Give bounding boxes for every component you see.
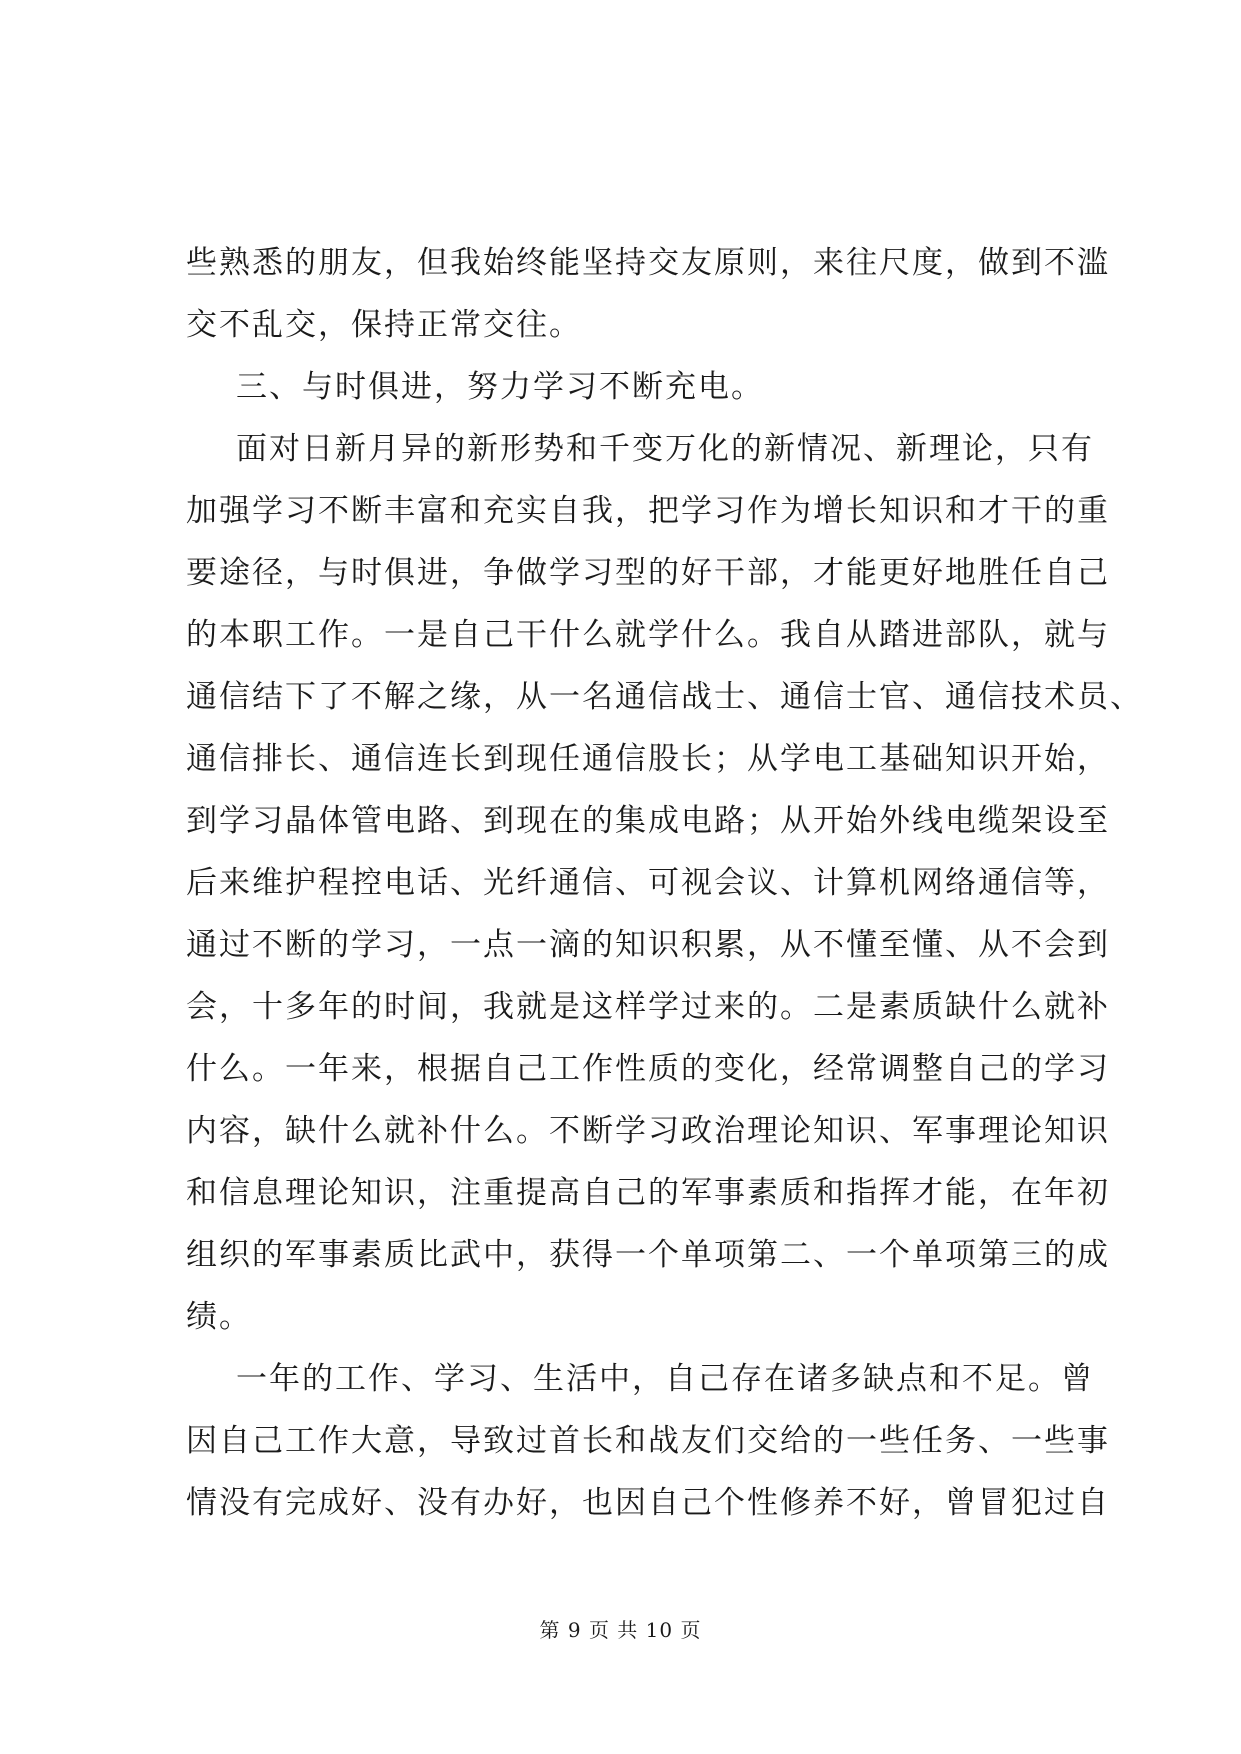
text-line: 一年的工作、学习、生活中，自己存在诸多缺点和不足。曾 bbox=[236, 1361, 1094, 1397]
text-line: 后来维护程控电话、光纤通信、可视会议、计算机网络通信等， bbox=[186, 865, 1110, 901]
section-heading: 三、与时俱进，努力学习不断充电。 bbox=[236, 369, 764, 405]
text-line: 什么。一年来，根据自己工作性质的变化，经常调整自己的学习 bbox=[186, 1051, 1110, 1087]
page-footer: 第 9 页 共 10 页 bbox=[539, 1618, 702, 1642]
text-line: 通信排长、通信连长到现任通信股长；从学电工基础知识开始， bbox=[186, 741, 1110, 777]
text-line: 通过不断的学习，一点一滴的知识积累，从不懂至懂、从不会到 bbox=[186, 927, 1110, 963]
text-line: 要途径，与时俱进，争做学习型的好干部，才能更好地胜任自己 bbox=[186, 555, 1110, 591]
text-line: 加强学习不断丰富和充实自我，把学习作为增长知识和才干的重 bbox=[186, 493, 1110, 529]
text-line: 面对日新月异的新形势和千变万化的新情况、新理论，只有 bbox=[236, 431, 1094, 467]
text-line: 绩。 bbox=[186, 1299, 252, 1335]
text-line: 会，十多年的时间，我就是这样学过来的。二是素质缺什么就补 bbox=[186, 989, 1110, 1025]
text-line: 通信结下了不解之缘，从一名通信战士、通信士官、通信技术员、 bbox=[186, 679, 1143, 715]
text-line: 的本职工作。一是自己干什么就学什么。我自从踏进部队，就与 bbox=[186, 617, 1110, 653]
text-line: 因自己工作大意，导致过首长和战友们交给的一些任务、一些事 bbox=[186, 1423, 1110, 1459]
text-line: 些熟悉的朋友，但我始终能坚持交友原则，来往尺度，做到不滥 bbox=[186, 245, 1110, 281]
text-line: 组织的军事素质比武中，获得一个单项第二、一个单项第三的成 bbox=[186, 1237, 1110, 1273]
text-line: 和信息理论知识，注重提高自己的军事素质和指挥才能，在年初 bbox=[186, 1175, 1110, 1211]
document-body bbox=[186, 232, 1143, 1534]
text-line: 情没有完成好、没有办好，也因自己个性修养不好，曾冒犯过自 bbox=[186, 1485, 1110, 1521]
text-line: 内容，缺什么就补什么。不断学习政治理论知识、军事理论知识 bbox=[186, 1113, 1110, 1149]
text-line: 到学习晶体管电路、到现在的集成电路；从开始外线电缆架设至 bbox=[186, 803, 1110, 839]
text-line: 交不乱交，保持正常交往。 bbox=[186, 307, 582, 343]
